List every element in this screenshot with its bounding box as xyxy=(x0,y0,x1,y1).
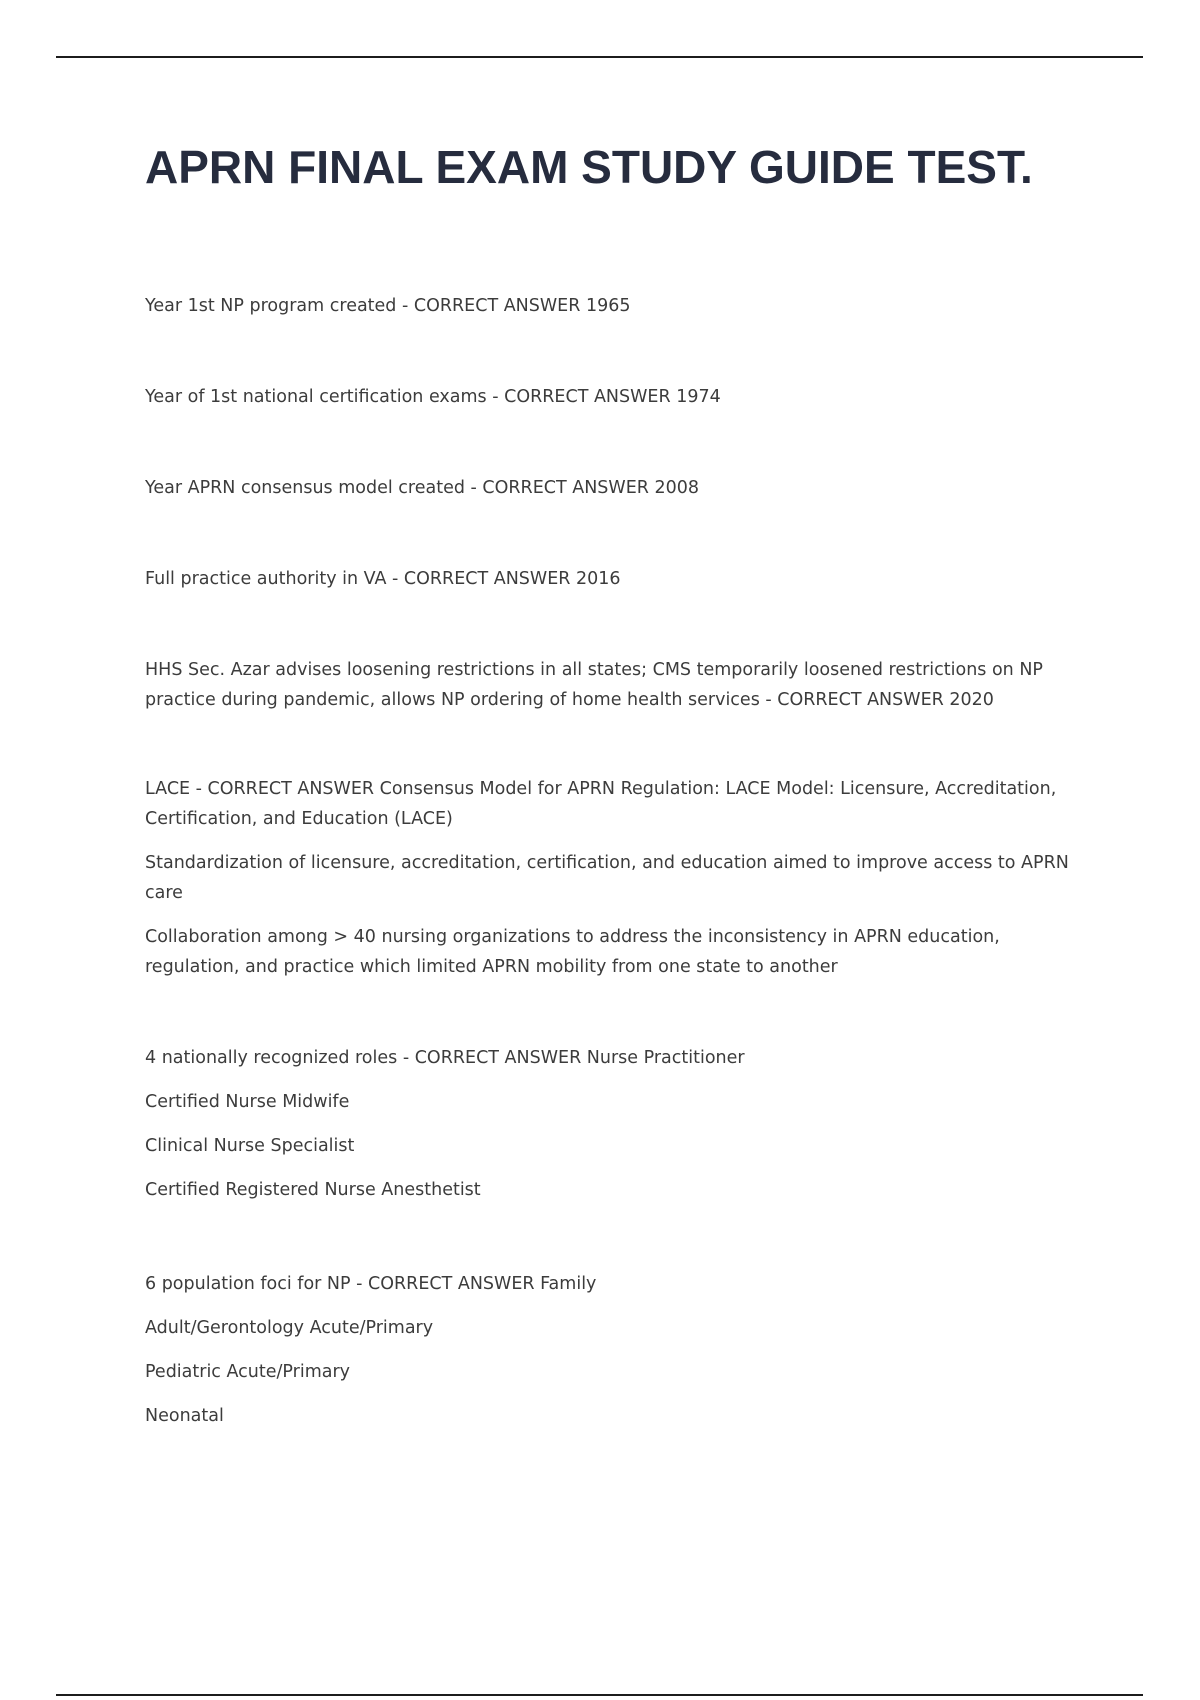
entry-line: Year APRN consensus model created - CORRECT ANSWER 2008 xyxy=(145,478,700,498)
entry-line: Neonatal xyxy=(145,1406,224,1426)
qa-entry xyxy=(145,774,1095,982)
top-divider xyxy=(56,56,1143,58)
entry-line: Pediatric Acute/Primary xyxy=(145,1362,351,1382)
qa-entry xyxy=(145,473,1095,503)
bottom-divider xyxy=(56,1694,1143,1696)
entry-line: Certified Nurse Midwife xyxy=(145,1092,350,1112)
entry-line: HHS Sec. Azar advises loosening restrictions in all states; CMS temporarily loosened restrictions on NP practice during pandemic, allows NP ordering of home health services - CORRECT ANSWER 2020 xyxy=(145,660,1043,710)
qa-entry xyxy=(145,564,1095,594)
entry-line: Adult/Gerontology Acute/Primary xyxy=(145,1318,434,1338)
qa-entry xyxy=(145,291,1095,321)
entry-line: Year of 1st national certification exams - CORRECT ANSWER 1974 xyxy=(145,387,721,407)
qa-entry xyxy=(145,655,1095,715)
entry-line: Certified Registered Nurse Anesthetist xyxy=(145,1180,481,1200)
entry-line: Collaboration among > 40 nursing organizations to address the inconsistency in APRN education, regulation, and practice which limited APRN mobility from one state to another xyxy=(145,927,1000,977)
document-title: APRN FINAL EXAM STUDY GUIDE TEST. xyxy=(145,141,1033,193)
qa-entry xyxy=(145,1043,1095,1205)
entry-line: Year 1st NP program created - CORRECT ANSWER 1965 xyxy=(145,296,631,316)
qa-entry xyxy=(145,1269,1095,1431)
entry-line: LACE - CORRECT ANSWER Consensus Model for APRN Regulation: LACE Model: Licensure, Accreditation, Certification, and Education (LACE) xyxy=(145,779,1057,829)
entry-line: Clinical Nurse Specialist xyxy=(145,1136,355,1156)
entry-line: 4 nationally recognized roles - CORRECT ANSWER Nurse Practitioner xyxy=(145,1048,745,1068)
entry-line: Full practice authority in VA - CORRECT ANSWER 2016 xyxy=(145,569,621,589)
entry-line: 6 population foci for NP - CORRECT ANSWER Family xyxy=(145,1274,597,1294)
entry-line: Standardization of licensure, accreditation, certification, and education aimed to improve access to APRN care xyxy=(145,853,1069,903)
qa-entry xyxy=(145,382,1095,412)
